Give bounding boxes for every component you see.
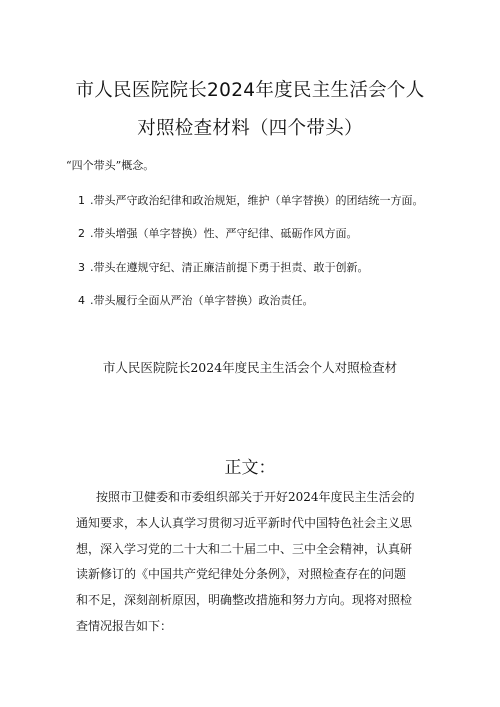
paragraph-line: 和不足，深刻剖析原因，明确整改措施和努力方向。现将对照检 — [76, 593, 413, 607]
list-item-number: 3 — [78, 261, 85, 274]
section-subtitle: 市人民医院院长2024年度民主生活会个人对照检查材 — [102, 360, 398, 375]
list-item — [78, 292, 314, 308]
paragraph-line: 按照市卫健委和市委组织部关于开好2024年度民主生活会的 — [96, 490, 415, 504]
list-item — [78, 192, 424, 208]
body-heading: 正文： — [224, 458, 276, 478]
list-item-text: .带头履行全面从严治（单字替换）政治责任。 — [90, 294, 314, 307]
list-item — [78, 259, 369, 275]
document-title-line-2: 对照检查材料（四个带头） — [137, 118, 363, 139]
paragraph-line: 查情况报告如下： — [76, 619, 173, 633]
paragraph-line: 通知要求，本人认真学习贯彻习近平新时代中国特色社会主义思 — [76, 516, 413, 530]
document-title-line-1: 市人民医院院长2024年度民主生活会个人 — [75, 80, 425, 101]
list-item-text: .带头严守政治纪律和政治规矩，维护（单字替换）的团结统一方面。 — [90, 194, 424, 207]
paragraph-line: 想，深入学习党的二十大和二十届二中、三中全会精神，认真研 — [76, 542, 413, 556]
concept-intro: “四个带头”概念。 — [66, 159, 155, 172]
paragraph-line: 读新修订的《中国共产党纪律处分条例》，对照检查存在的问题 — [76, 567, 407, 581]
list-item — [78, 225, 358, 241]
list-item-number: 4 — [78, 294, 85, 307]
list-item-text: .带头增强（单字替换）性、严守纪律、砥砺作风方面。 — [90, 227, 358, 240]
list-item-text: .带头在遵规守纪、清正廉洁前提下勇于担责、敢于创新。 — [90, 261, 369, 274]
list-item-number: 2 — [78, 227, 85, 240]
list-item-number: 1 — [78, 194, 85, 207]
